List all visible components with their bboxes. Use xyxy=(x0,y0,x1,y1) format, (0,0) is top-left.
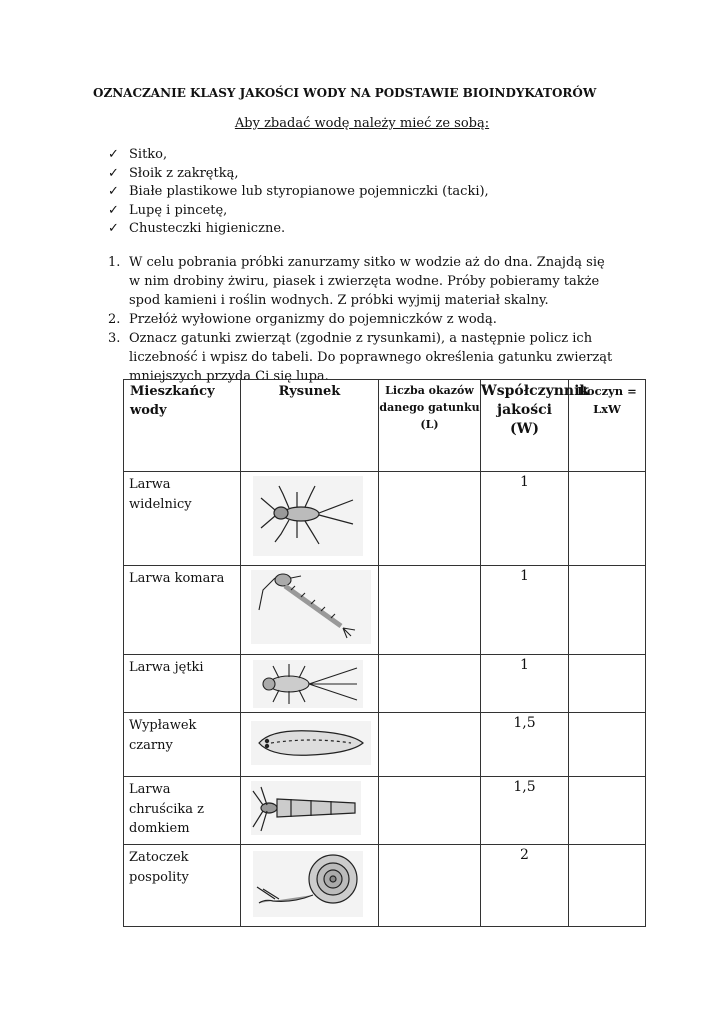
species-drawing xyxy=(241,472,379,566)
stonefly-larva-icon xyxy=(253,476,363,556)
count-cell[interactable] xyxy=(379,655,481,713)
species-drawing xyxy=(241,777,379,845)
checklist-item: ✓ Słoik z zakrętką, xyxy=(108,165,489,184)
species-name: Wypławek czarny xyxy=(124,713,241,777)
count-cell[interactable] xyxy=(379,845,481,927)
species-name: Larwa jętki xyxy=(124,655,241,713)
step-item: 3. Oznacz gatunki zwierząt (zgodnie z rysunkami), a następnie policz ich liczebność i wpisz do tabeli. Do poprawnego określenia gatunku zwierząt mniejszych przyda Ci się lupa. xyxy=(108,331,613,384)
species-drawing xyxy=(241,845,379,927)
flatworm-icon xyxy=(251,721,371,765)
species-name: Larwa komara xyxy=(124,566,241,655)
caddisfly-larva-icon xyxy=(251,781,361,835)
check-icon: ✓ xyxy=(108,147,119,162)
coefficient-cell: 1 xyxy=(481,655,569,713)
header-product: Iloczyn = LxW xyxy=(569,380,646,472)
species-drawing xyxy=(241,566,379,655)
product-cell[interactable] xyxy=(569,713,646,777)
check-icon: ✓ xyxy=(108,202,119,218)
step-item: 2. Przełóż wyłowione organizmy do pojemniczków z wodą. xyxy=(108,312,497,327)
count-cell[interactable] xyxy=(379,566,481,655)
species-name: Larwa widelnicy xyxy=(124,472,241,566)
coefficient-cell: 1 xyxy=(481,472,569,566)
coefficient-cell: 1 xyxy=(481,566,569,655)
coefficient-cell: 1,5 xyxy=(481,713,569,777)
checklist-item: ✓ Sitko, xyxy=(108,146,489,165)
bioindicator-table xyxy=(123,379,646,927)
count-cell[interactable] xyxy=(379,472,481,566)
species-name: Zatoczek pospolity xyxy=(124,845,241,927)
table-row xyxy=(124,713,646,777)
check-icon: ✓ xyxy=(108,165,119,181)
snail-icon xyxy=(253,851,363,917)
checklist-item: ✓ Chusteczki higieniczne. xyxy=(108,220,489,239)
coefficient-cell: 1,5 xyxy=(481,777,569,845)
check-icon: ✓ xyxy=(108,221,119,236)
species-drawing xyxy=(241,655,379,713)
mayfly-larva-icon xyxy=(253,660,363,708)
table-row xyxy=(124,472,646,566)
header-name: Mieszkańcy wody xyxy=(124,380,241,472)
product-cell[interactable] xyxy=(569,655,646,713)
subtitle: Aby zbadać wodę należy mieć ze sobą: xyxy=(234,116,490,131)
count-cell[interactable] xyxy=(379,713,481,777)
coefficient-cell: 2 xyxy=(481,845,569,927)
equipment-checklist xyxy=(108,146,489,239)
table-row xyxy=(124,566,646,655)
table-row xyxy=(124,777,646,845)
count-cell[interactable] xyxy=(379,777,481,845)
checklist-item: ✓ Lupę i pincetę, xyxy=(108,202,489,221)
header-row xyxy=(124,380,646,472)
mosquito-larva-icon xyxy=(251,570,371,644)
product-cell[interactable] xyxy=(569,777,646,845)
product-cell[interactable] xyxy=(569,566,646,655)
step-item: 1. W celu pobrania próbki zanurzamy sitko w wodzie aż do dna. Znajdą się w nim drobiny żwiru, piasek i zwierzęta wodne. Próby pobieramy także spod kamieni i roślin wodnych. Z próbki wyjmij materiał skalny. xyxy=(108,255,605,308)
table-row xyxy=(124,655,646,713)
header-coefficient: Współczynnik jakości (W) xyxy=(481,380,569,472)
species-drawing xyxy=(241,713,379,777)
product-cell[interactable] xyxy=(569,472,646,566)
instruction-steps xyxy=(108,253,618,386)
header-drawing: Rysunek xyxy=(241,380,379,472)
product-cell[interactable] xyxy=(569,845,646,927)
checklist-item: ✓ Białe plastikowe lub styropianowe pojemniczki (tacki), xyxy=(108,183,489,202)
check-icon: ✓ xyxy=(108,184,119,199)
header-count: Liczba okazów danego gatunku (L) xyxy=(379,380,481,472)
page-title: OZNACZANIE KLASY JAKOŚCI WODY NA PODSTAWIE BIOINDYKATORÓW xyxy=(93,86,597,100)
table-row xyxy=(124,845,646,927)
species-name: Larwa chruścika z domkiem xyxy=(124,777,241,845)
